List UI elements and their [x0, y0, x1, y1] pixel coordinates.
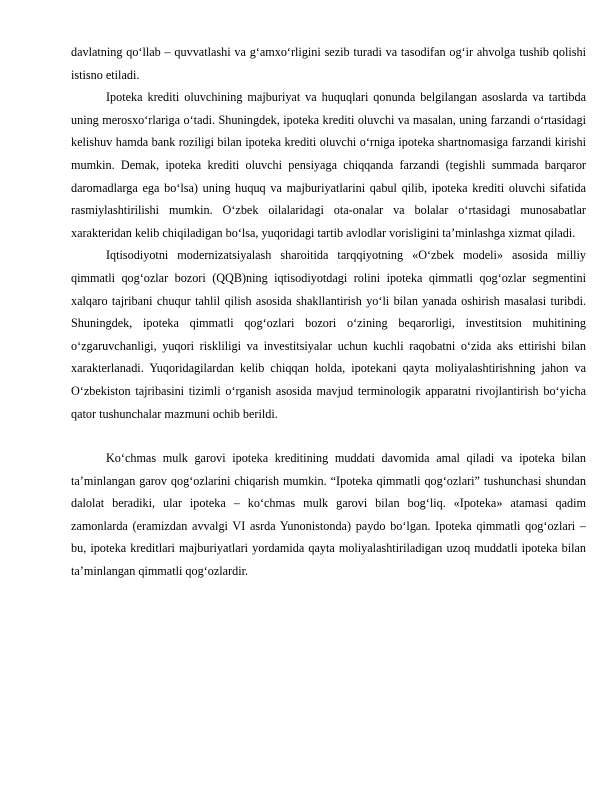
paragraph-securities-market: Iqtisodiyotni modernizatsiyalash sharoitida tarqqiyotning «O‘zbek modeli» asosida milliy qimmatli qog‘ozlar bozori (QQB)ning iqtisodiyotdagi rolini ipoteka qimmatli qog‘ozlar segmentini xalqaro tajribani chuqur tahlil qilish asosida shakllantirish yo‘li bilan yanada oshirish masalasi turibdi. Shuningdek, ipoteka qimmatli qog‘ozlari bozori o‘zining beqarorligi, investitsion muhitining o‘zgaruvchanligi, yuqori riskliligi va investitsiyalar uchun kuchli raqobatni o‘zida aks ettirishi bilan xarakterlanadi. Yuqoridagilardan kelib chiqqan holda, ipotekani qayta moliyalashtirishning jahon va O‘zbekiston tajribasini tizimli o‘rganish asosida mavjud terminologik apparatni rivojlantirish bo‘yicha qator tushunchalar mazmuni ochib berildi.	[71, 248, 586, 421]
paragraph-mortgage-securities: Ko‘chmas mulk garovi ipoteka kreditining muddati davomida amal qiladi va ipoteka bilan ta’minlangan garov qog‘ozlarini chiqarish mumkin. “Ipoteka qimmatli qog‘ozlari” tushunchasi shundan dalolat beradiki, ular ipoteka – ko‘chmas mulk garovi bilan bog‘liq. «Ipoteka» atamasi qadim zamonlarda (eramizdan avvalgi VI asrda Yunonistonda) paydo bo‘lgan. Ipoteka qimmatli qog‘ozlari – bu, ipoteka kreditlari majburiyatlari yordamida qayta moliyalashtiriladigan uzoq muddatli ipoteka bilan ta’minlangan qimmatli qog‘ozlardir.	[71, 451, 586, 579]
paragraph-mortgage-heirs: Ipoteka krediti oluvchining majburiyat va huquqlari qonunda belgilangan asoslarda va tartibda uning merosxo‘rlariga o‘tadi. Shuningdek, ipoteka krediti oluvchi va masalan, uning farzandi o‘rtasidagi kelishuv hamda bank roziligi bilan ipoteka krediti oluvchi o‘rniga ipoteka shartnomasiga farzandi kirishi mumkin. Demak, ipoteka krediti oluvchi pensiyaga chiqqanda farzandi (tegishli summada barqaror daromadlarga ega bo‘lsa) uning huquq va majburiyatlarini qabul qilib, ipoteka krediti oluvchi sifatida rasmiylashtirilishi mumkin. O‘zbek oilalaridagi ota-onalar va bolalar o‘rtasidagi munosabatlar xarakteridan kelib chiqiladigan bo‘lsa, yuqoridagi tartib avlodlar vorisligini ta’minlashga xizmat qiladi.	[71, 90, 586, 240]
document-body	[71, 41, 586, 583]
paragraph-continuation: davlatning qo‘llab – quvvatlashi va g‘amxo‘rligini sezib turadi va tasodifan og‘ir ahvolga tushib qolishi istisno etiladi.	[71, 45, 586, 82]
